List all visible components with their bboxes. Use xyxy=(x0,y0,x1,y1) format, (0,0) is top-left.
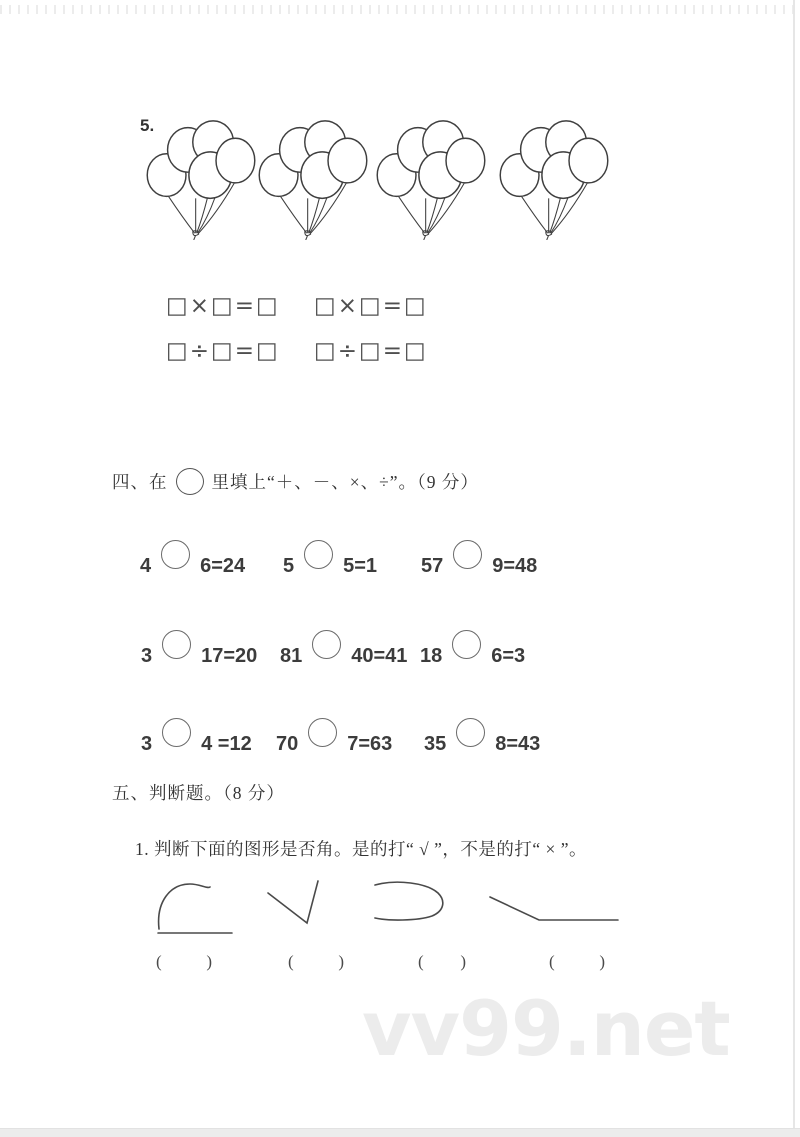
fill-operator-item xyxy=(283,538,377,578)
paren-close: ) xyxy=(599,952,605,971)
answer-parentheses xyxy=(549,952,605,972)
operand-right: 17=20 xyxy=(201,645,258,667)
equation-blank: □÷□=□ xyxy=(166,338,280,364)
balloon-bunch xyxy=(257,116,369,240)
fill-operator-item xyxy=(140,538,245,578)
figure-arc-with-line xyxy=(152,880,237,938)
operator-circle xyxy=(456,718,485,747)
site-watermark: vv99.net xyxy=(362,984,730,1073)
equation-blank: □÷□=□ xyxy=(314,338,428,364)
operand-left: 18 xyxy=(420,645,443,667)
section4-title xyxy=(112,468,479,495)
fill-operator-item xyxy=(424,716,540,756)
operand-right: 6=24 xyxy=(200,555,246,577)
section5-title xyxy=(112,780,285,805)
operand-left: 3 xyxy=(141,645,153,667)
operand-left: 81 xyxy=(280,645,303,667)
operand-left: 5 xyxy=(283,555,295,577)
figure-v-angle xyxy=(264,876,324,926)
fill-operator-item xyxy=(276,716,392,756)
balloon-bunch xyxy=(375,116,487,240)
paren-close: ) xyxy=(338,952,344,971)
operand-left: 4 xyxy=(140,555,152,577)
operand-right: 7=63 xyxy=(347,733,393,755)
operand-right: 4 =12 xyxy=(201,733,252,755)
balloon-bunch xyxy=(145,116,257,240)
operator-circle xyxy=(304,540,333,569)
balloon-bunch xyxy=(498,116,610,240)
operand-right: 40=41 xyxy=(351,645,408,667)
page-bottom-edge xyxy=(0,1128,800,1137)
operator-circle xyxy=(452,630,481,659)
operand-right: 5=1 xyxy=(343,555,378,577)
answer-parentheses xyxy=(156,952,212,972)
equation-blank: □×□=□ xyxy=(166,293,280,319)
section4-title-suffix: 里填上“＋、－、×、÷”。（9 分） xyxy=(211,472,479,492)
page-top-perforation xyxy=(0,5,800,14)
figure-curved-hook xyxy=(372,877,457,927)
page-right-edge xyxy=(793,0,795,1137)
fill-operator-item xyxy=(141,628,257,668)
paren-close: ) xyxy=(460,952,466,971)
operand-right: 9=48 xyxy=(492,555,538,577)
fill-operator-item xyxy=(141,716,252,756)
fill-operator-item xyxy=(421,538,537,578)
section4-title-prefix: 四、在 xyxy=(112,472,168,492)
answer-parentheses xyxy=(418,952,466,972)
operator-circle xyxy=(162,630,191,659)
fill-operator-item xyxy=(420,628,525,668)
operator-circle xyxy=(453,540,482,569)
paren-open: ( xyxy=(418,952,424,971)
operand-left: 57 xyxy=(421,555,444,577)
operand-left: 35 xyxy=(424,733,447,755)
figure-obtuse-angle xyxy=(487,893,622,925)
paren-close: ) xyxy=(206,952,212,971)
answer-parentheses xyxy=(288,952,344,972)
problem5-label: 5. xyxy=(140,116,155,135)
equation-blank: □×□=□ xyxy=(314,293,428,319)
operator-circle xyxy=(161,540,190,569)
blank-circle xyxy=(176,468,204,495)
operand-left: 70 xyxy=(276,733,299,755)
operand-left: 3 xyxy=(141,733,153,755)
operand-right: 6=3 xyxy=(491,645,526,667)
fill-operator-item xyxy=(280,628,407,668)
operator-circle xyxy=(308,718,337,747)
section5-title-text: 五、判断题。（8 分） xyxy=(112,783,285,803)
paren-open: ( xyxy=(288,952,294,971)
operand-right: 8=43 xyxy=(495,733,541,755)
operator-circle xyxy=(312,630,341,659)
question1-text: 1. 判断下面的图形是否角。是的打“ √ ”，不是的打“ × ”。 xyxy=(135,839,588,859)
paren-open: ( xyxy=(156,952,162,971)
paren-open: ( xyxy=(549,952,555,971)
operator-circle xyxy=(162,718,191,747)
